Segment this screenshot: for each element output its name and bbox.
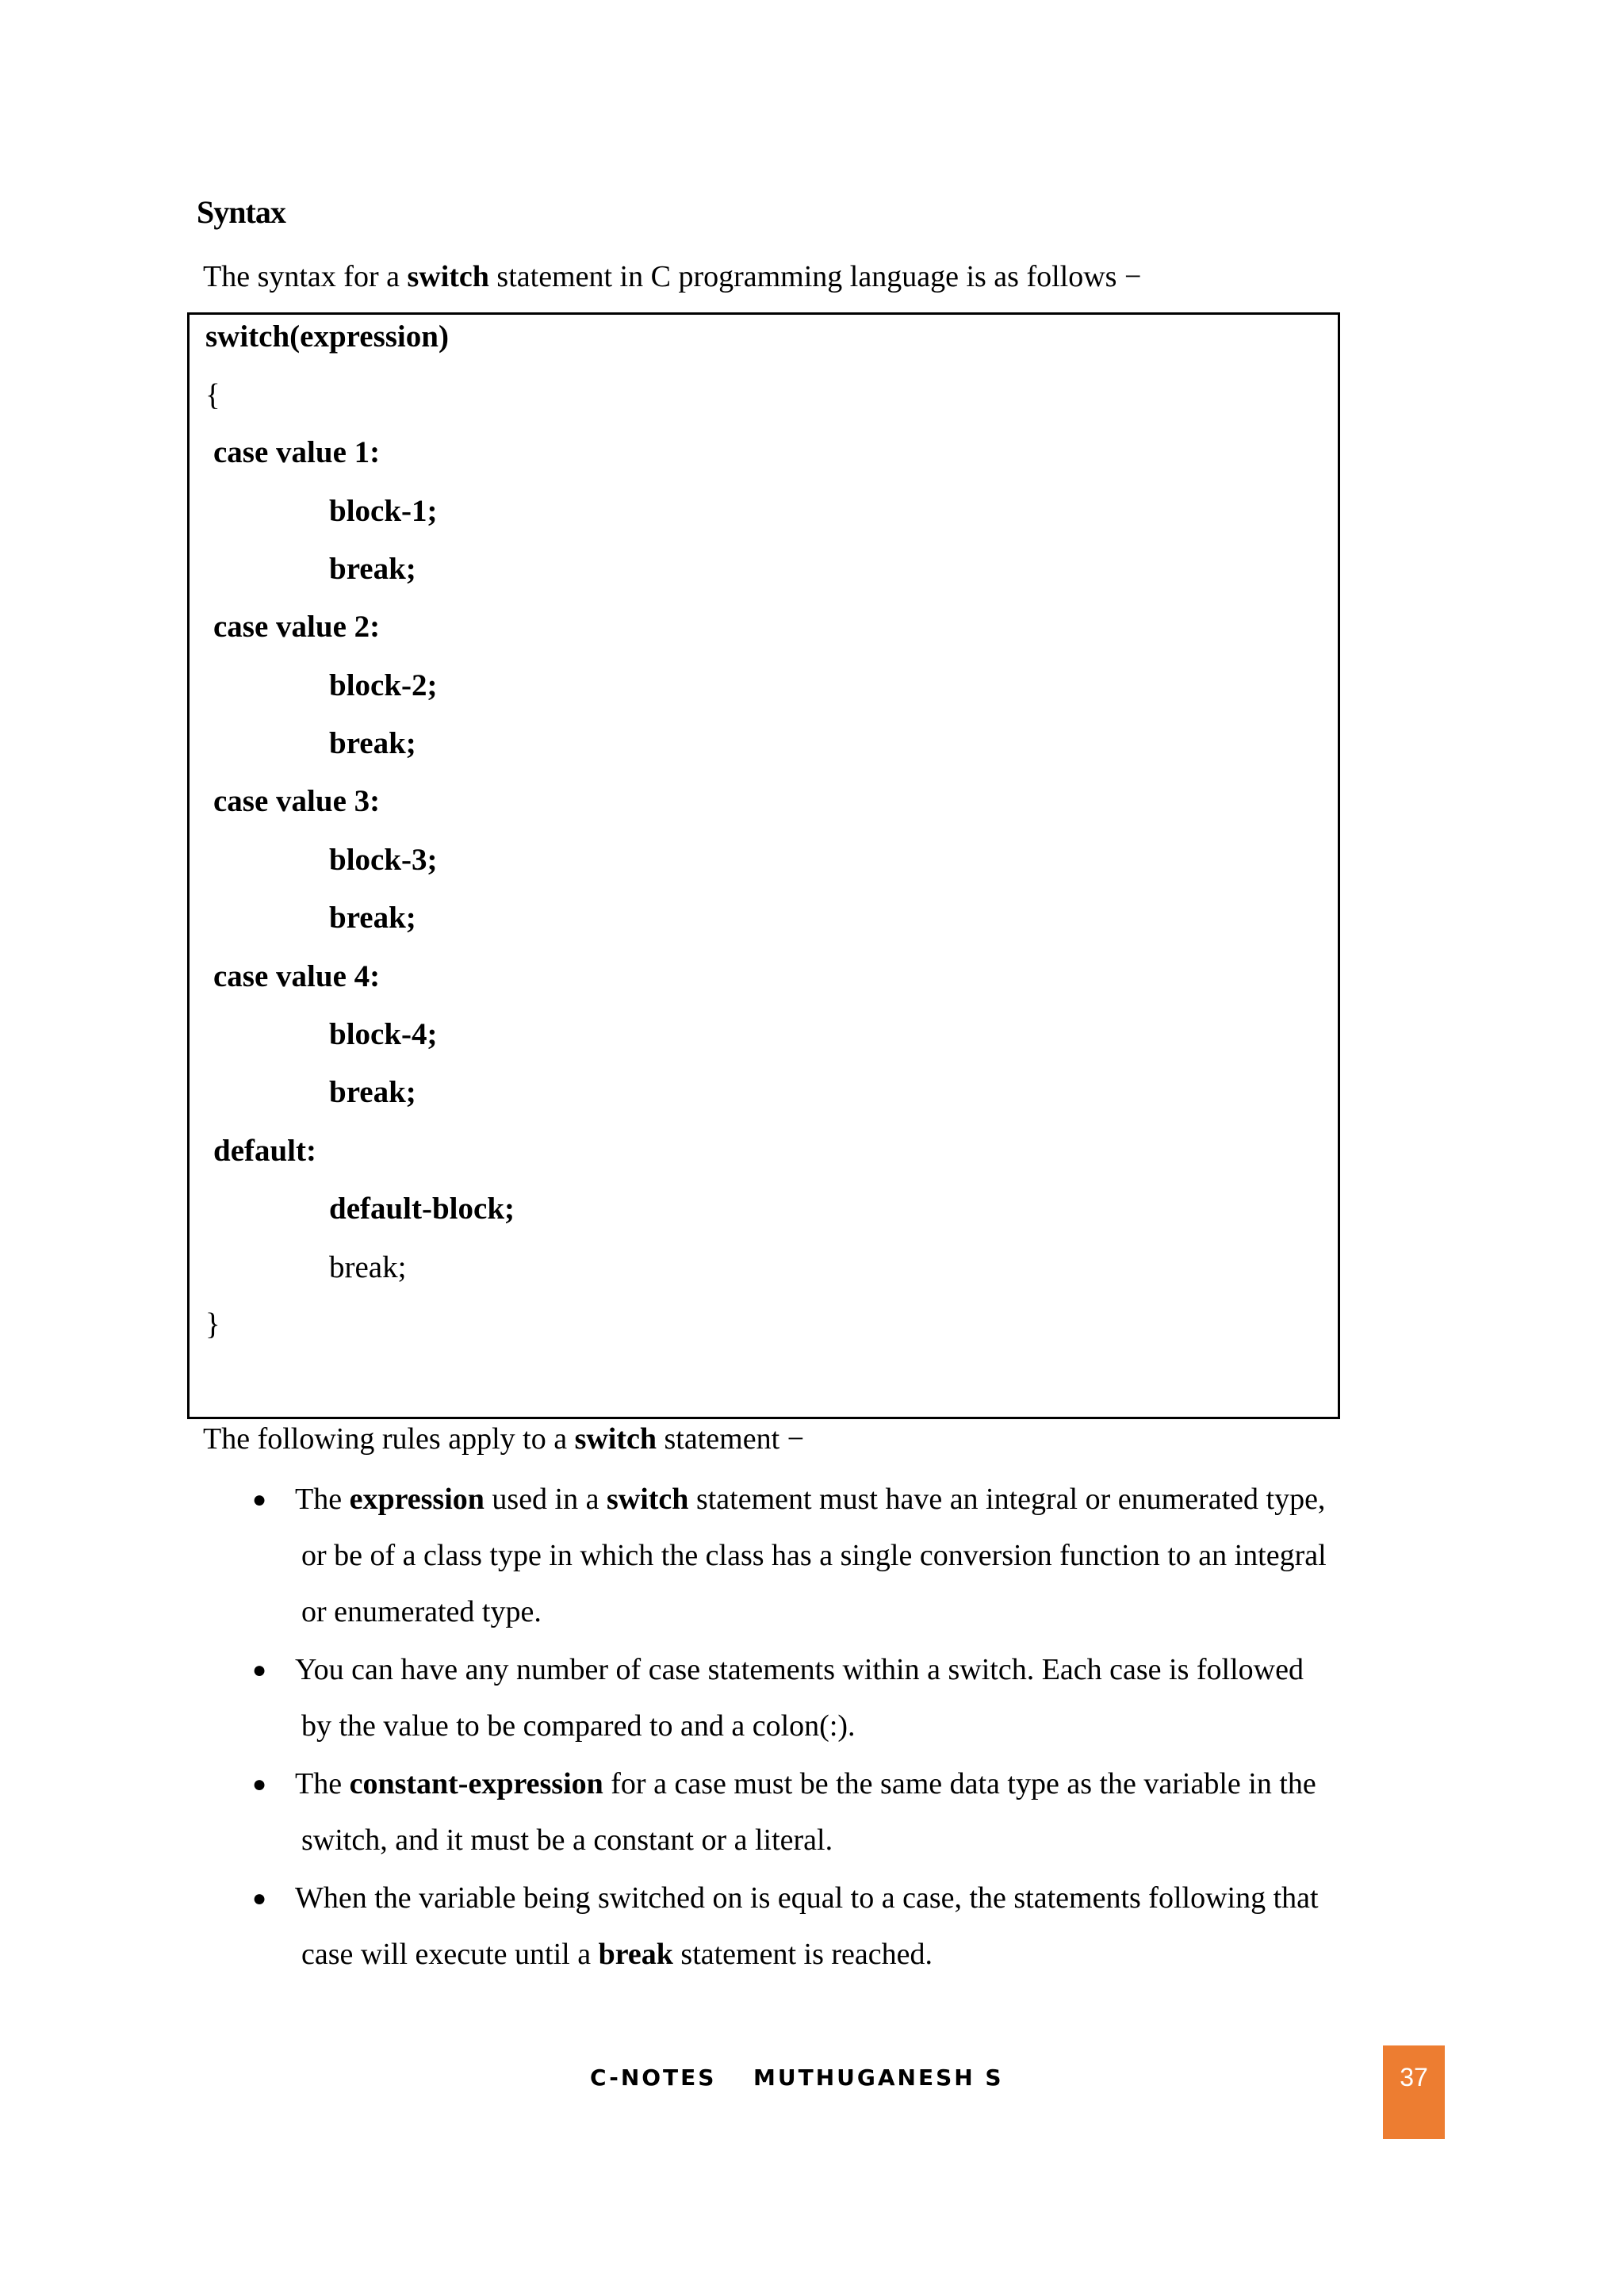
- rule-text: statement is reached.: [672, 1938, 933, 1971]
- footer-title: C-NOTES: [590, 2064, 717, 2091]
- code-line: break;: [329, 1075, 416, 1109]
- rule-item: [238, 1642, 1427, 1755]
- code-line: case value 1:: [213, 435, 381, 469]
- rule-line: [295, 1471, 1427, 1528]
- rules-intro-text-before: The following rules apply to a: [203, 1422, 575, 1456]
- page-number-badge: [1383, 2045, 1445, 2139]
- intro-keyword: switch: [407, 260, 489, 293]
- code-line: break;: [329, 726, 416, 760]
- code-line: default-block;: [329, 1192, 515, 1226]
- rule-line: by the value to be compared to and a colon(:).: [301, 1709, 856, 1743]
- rule-text: statement must have an integral or enumerated type,: [688, 1483, 1326, 1516]
- rule-text: case will execute until a: [301, 1938, 599, 1971]
- code-line: break;: [329, 1250, 407, 1284]
- rules-list: [238, 1471, 1427, 1984]
- bullet-icon: ●: [252, 1657, 267, 1683]
- code-line: block-2;: [329, 668, 438, 702]
- code-line: block-1;: [329, 494, 438, 528]
- section-heading: Syntax: [197, 194, 285, 230]
- code-line: case value 2:: [213, 610, 381, 644]
- syntax-code-box: [187, 312, 1340, 1419]
- rule-line: [301, 1927, 1427, 1983]
- page-number: 37: [1400, 2063, 1428, 2091]
- rule-keyword: constant-expression: [349, 1767, 603, 1800]
- rules-intro-keyword: switch: [574, 1422, 657, 1456]
- code-line: break;: [329, 552, 416, 586]
- rules-intro-paragraph: [203, 1418, 804, 1460]
- rules-intro-text-after: statement −: [657, 1422, 805, 1456]
- rule-line: When the variable being switched on is equal to a case, the statements following that: [295, 1881, 1319, 1915]
- rule-text: The: [295, 1767, 350, 1800]
- code-line: {: [205, 378, 220, 412]
- rule-keyword: expression: [349, 1483, 485, 1516]
- rule-line: switch, and it must be a constant or a literal.: [301, 1823, 833, 1857]
- code-line: default:: [213, 1134, 316, 1168]
- rule-line: You can have any number of case statements within a switch. Each case is followed: [295, 1653, 1304, 1686]
- rule-keyword: switch: [606, 1483, 689, 1516]
- intro-paragraph: [203, 255, 1141, 298]
- rule-line: or enumerated type.: [301, 1595, 542, 1628]
- rule-item: [238, 1756, 1427, 1869]
- footer-author: MUTHUGANESH S: [753, 2064, 1004, 2091]
- intro-text-before: The syntax for a: [203, 260, 408, 293]
- code-line: block-4;: [329, 1017, 438, 1051]
- rule-item: [238, 1471, 1427, 1640]
- code-line: break;: [329, 901, 416, 935]
- code-line: block-3;: [329, 843, 438, 877]
- rule-item: [238, 1870, 1427, 1983]
- code-line: case value 4:: [213, 959, 381, 993]
- rule-text: used in a: [484, 1483, 607, 1516]
- bullet-icon: ●: [252, 1771, 267, 1797]
- intro-text-after: statement in C programming language is as follows −: [488, 260, 1142, 293]
- rule-line: [295, 1756, 1427, 1812]
- rule-keyword: break: [598, 1938, 673, 1971]
- code-line: }: [205, 1307, 220, 1341]
- code-line: case value 3:: [213, 784, 381, 818]
- bullet-icon: ●: [252, 1487, 267, 1513]
- rule-text: for a case must be the same data type as the variable in the: [603, 1767, 1316, 1800]
- bullet-icon: ●: [252, 1885, 267, 1911]
- code-line: switch(expression): [205, 320, 449, 354]
- rule-text: The: [295, 1483, 350, 1516]
- rule-line: or be of a class type in which the class has a single conversion function to an integral: [301, 1539, 1327, 1572]
